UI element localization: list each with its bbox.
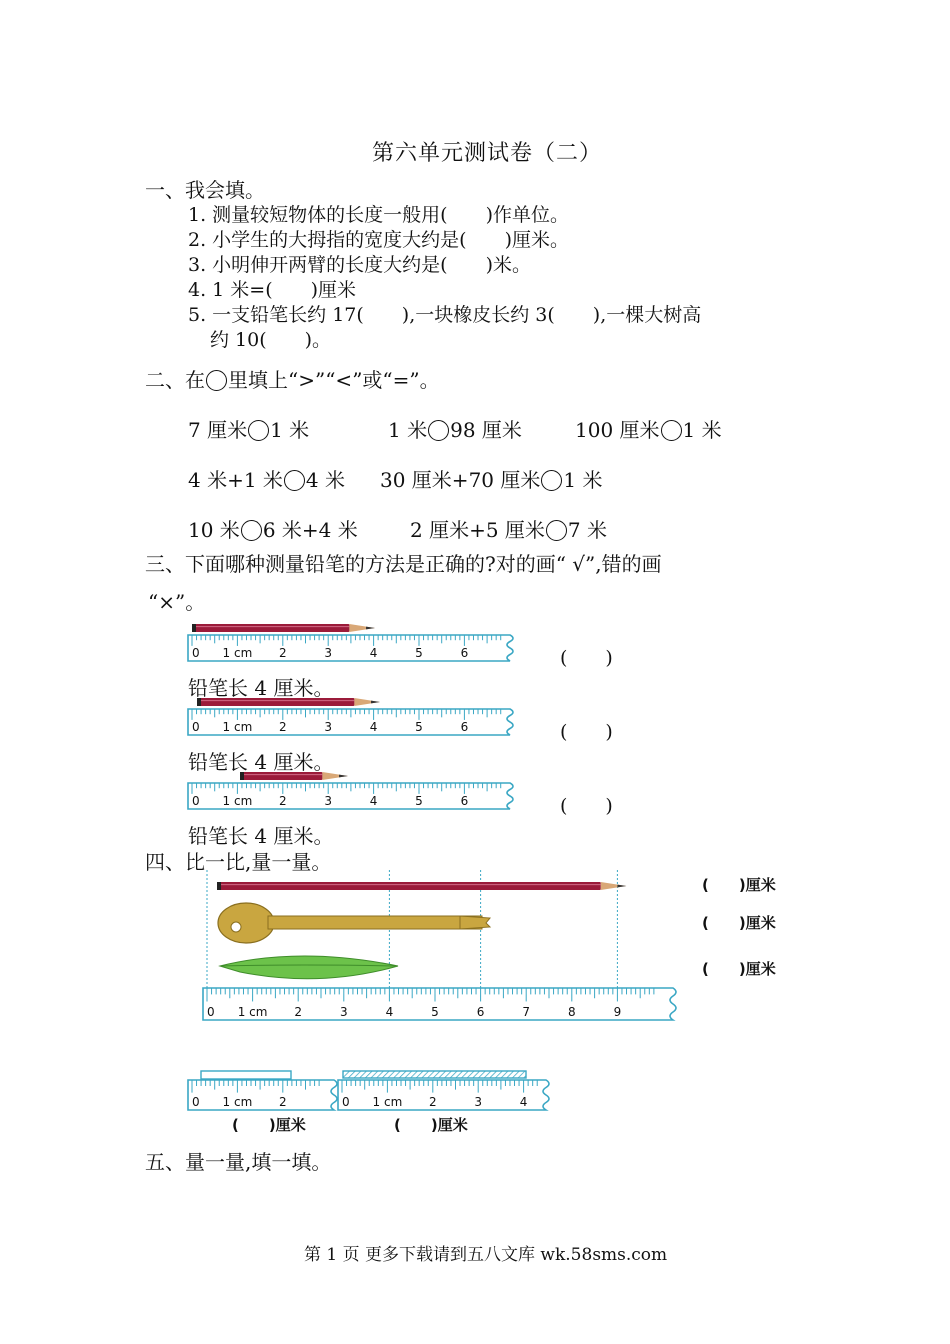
s4-answer-pencil[interactable]: ( )厘米 <box>702 876 776 894</box>
key-bit <box>460 916 490 929</box>
compare-item: 4 米+1 米 4 米 <box>188 468 346 492</box>
s4-answer-key[interactable]: ( )厘米 <box>702 914 776 932</box>
s1-question-5b: 约 10( )。 <box>210 329 332 351</box>
pencil-1 <box>192 624 375 632</box>
answer-circle[interactable] <box>248 420 269 441</box>
pencil-end <box>192 624 196 632</box>
pencil-lead <box>617 885 626 888</box>
ruler-label: 0 <box>192 720 200 734</box>
section-2-heading <box>145 364 440 393</box>
leaf-icon <box>220 956 398 979</box>
ruler-label: 4 <box>369 646 378 660</box>
ruler-1 <box>188 635 513 661</box>
ruler-3 <box>188 783 513 809</box>
ruler-label: 9 <box>613 1005 622 1019</box>
s1-question-1: 1. 测量较短物体的长度一般用( )作单位。 <box>188 204 569 226</box>
compare-item: 100 厘米 1 米 <box>575 418 722 442</box>
pencil-lead <box>366 627 375 630</box>
compare-item: 7 厘米 1 米 <box>188 418 310 442</box>
ruler-label: 4 <box>369 794 378 808</box>
measured-bar-2 <box>343 1071 526 1078</box>
answer-circle[interactable] <box>541 470 562 491</box>
small-ruler-1 <box>188 1080 337 1110</box>
ruler-label: 4 <box>519 1095 528 1109</box>
answer-circle[interactable] <box>428 420 449 441</box>
ruler-label: 1 cm <box>237 1005 268 1019</box>
big-ruler <box>203 988 676 1020</box>
s4-figure <box>0 860 950 1120</box>
s3-caption-1: 铅笔长 4 厘米。 <box>188 676 334 700</box>
s3-caption-3: 铅笔长 4 厘米。 <box>188 824 334 848</box>
ruler-label: 2 <box>294 1005 303 1019</box>
ruler-label: 7 <box>522 1005 531 1019</box>
ruler-label: 2 <box>278 794 287 808</box>
ruler-label: 2 <box>278 646 287 660</box>
ruler-label: 0 <box>192 1095 200 1109</box>
ruler-label: 3 <box>339 1005 348 1019</box>
pencil-lead <box>339 775 348 778</box>
section-5-heading: 五、量一量,填一填。 <box>145 1150 332 1174</box>
key-hole <box>231 922 241 932</box>
answer-circle[interactable] <box>241 520 262 541</box>
pencil-body <box>192 624 349 632</box>
ruler-label: 8 <box>567 1005 576 1019</box>
ruler-label: 3 <box>324 646 333 660</box>
section-1-heading: 一、我会填。 <box>145 178 265 202</box>
ruler-label: 3 <box>324 794 333 808</box>
ruler-label: 1 cm <box>222 720 253 734</box>
s1-question-3: 3. 小明伸开两臂的长度大约是( )米。 <box>188 254 531 276</box>
page-title: 第六单元测试卷（二） <box>372 141 603 166</box>
pencil-lead <box>371 701 380 704</box>
ruler-2 <box>188 709 513 735</box>
ruler-label: 4 <box>385 1005 394 1019</box>
ruler-label: 3 <box>474 1095 483 1109</box>
section-3-heading-cont: “×”。 <box>148 590 206 614</box>
s1-question-4: 4. 1 米=( )厘米 <box>188 279 357 301</box>
s4-answer-small-1[interactable]: ( )厘米 <box>232 1116 306 1134</box>
compare-item: 1 米 98 厘米 <box>388 418 522 442</box>
page-footer: 第 1 页 更多下载请到五八文库 wk.58sms.com <box>304 1245 668 1265</box>
ruler-label: 4 <box>369 720 378 734</box>
ruler-label: 2 <box>428 1095 437 1109</box>
ruler-label: 0 <box>192 794 200 808</box>
s2-heading-pre: 二、在 <box>145 368 205 392</box>
key-icon <box>218 903 490 943</box>
ruler-label: 5 <box>415 794 423 808</box>
ruler-label: 2 <box>278 1095 287 1109</box>
s3-answer-1[interactable]: ( ) <box>560 647 613 669</box>
ruler-label: 1 cm <box>222 794 253 808</box>
ruler-label: 0 <box>207 1005 215 1019</box>
s4-answer-leaf[interactable]: ( )厘米 <box>702 960 776 978</box>
ruler-label: 6 <box>460 720 469 734</box>
s1-question-5a: 5. 一支铅笔长约 17( ),一块橡皮长约 3( ),一棵大树高 <box>188 304 702 326</box>
section-4-heading: 四、比一比,量一量。 <box>145 850 332 874</box>
ruler-label: 1 cm <box>222 1095 253 1109</box>
long-pencil <box>217 882 626 890</box>
ruler-label: 5 <box>431 1005 439 1019</box>
ruler-label: 3 <box>324 720 333 734</box>
leaf-shape <box>220 956 398 979</box>
compare-item: 2 厘米+5 厘米 7 米 <box>410 518 608 542</box>
key-shaft <box>268 916 482 929</box>
ruler-label: 6 <box>476 1005 485 1019</box>
circle-icon <box>206 370 227 391</box>
s3-answer-2[interactable]: ( ) <box>560 721 613 743</box>
ruler-label: 0 <box>342 1095 350 1109</box>
ruler-label: 2 <box>278 720 287 734</box>
ruler-label: 6 <box>460 794 469 808</box>
answer-circle[interactable] <box>284 470 305 491</box>
ruler-label: 0 <box>192 646 200 660</box>
compare-item: 30 厘米+70 厘米 1 米 <box>380 468 603 492</box>
pencil-body <box>217 882 601 890</box>
ruler-label: 1 cm <box>222 646 253 660</box>
s4-answer-small-2[interactable]: ( )厘米 <box>394 1116 468 1134</box>
answer-circle[interactable] <box>546 520 567 541</box>
ruler-label: 1 cm <box>372 1095 403 1109</box>
ruler-label: 5 <box>415 646 423 660</box>
measured-bar-1 <box>201 1071 291 1079</box>
pencil-end <box>217 882 221 890</box>
small-ruler-2 <box>338 1080 549 1110</box>
s1-question-2: 2. 小学生的大拇指的宽度大约是( )厘米。 <box>188 229 569 251</box>
s3-caption-2: 铅笔长 4 厘米。 <box>188 750 334 774</box>
ruler-label: 6 <box>460 646 469 660</box>
s3-figures <box>0 615 950 855</box>
s3-answer-3[interactable]: ( ) <box>560 795 613 817</box>
key-head <box>218 903 274 943</box>
s2-heading-post: 里填上“>”“<”或“=”。 <box>228 368 440 392</box>
compare-item: 10 米 6 米+4 米 <box>188 518 358 542</box>
section-3-heading: 三、下面哪种测量铅笔的方法是正确的?对的画“ √”,错的画 <box>145 552 662 576</box>
answer-circle[interactable] <box>661 420 682 441</box>
ruler-label: 5 <box>415 720 423 734</box>
